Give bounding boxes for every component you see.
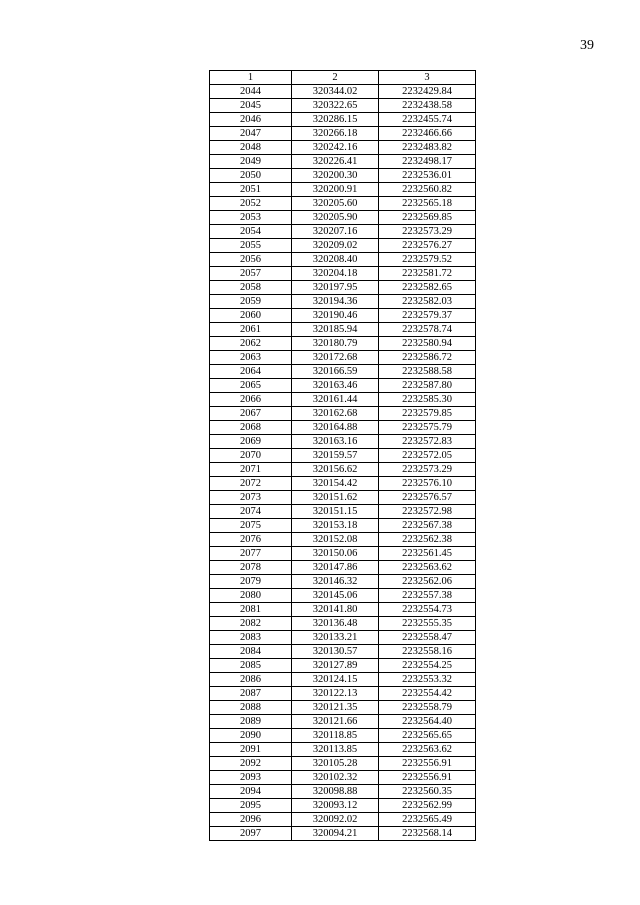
point-number-cell: 2063 [210, 351, 292, 365]
x-coordinate-cell: 320092.02 [292, 813, 379, 827]
y-coordinate-cell: 2232563.62 [379, 561, 476, 575]
table-header [210, 71, 476, 85]
point-number-cell: 2055 [210, 239, 292, 253]
x-coordinate-cell: 320151.62 [292, 491, 379, 505]
x-coordinate-cell: 320151.15 [292, 505, 379, 519]
y-coordinate-cell: 2232455.74 [379, 113, 476, 127]
x-coordinate-cell: 320200.30 [292, 169, 379, 183]
column-header-1: 1 [210, 71, 292, 85]
y-coordinate-cell: 2232558.79 [379, 701, 476, 715]
point-number-cell: 2084 [210, 645, 292, 659]
y-coordinate-cell: 2232554.25 [379, 659, 476, 673]
point-number-cell: 2067 [210, 407, 292, 421]
point-number-cell: 2060 [210, 309, 292, 323]
point-number-cell: 2092 [210, 757, 292, 771]
y-coordinate-cell: 2232585.30 [379, 393, 476, 407]
point-number-cell: 2070 [210, 449, 292, 463]
table-row [210, 631, 476, 645]
y-coordinate-cell: 2232565.65 [379, 729, 476, 743]
x-coordinate-cell: 320105.28 [292, 757, 379, 771]
x-coordinate-cell: 320124.15 [292, 673, 379, 687]
y-coordinate-cell: 2232560.82 [379, 183, 476, 197]
y-coordinate-cell: 2232555.35 [379, 617, 476, 631]
x-coordinate-cell: 320344.02 [292, 85, 379, 99]
table-row [210, 547, 476, 561]
point-number-cell: 2064 [210, 365, 292, 379]
x-coordinate-cell: 320152.08 [292, 533, 379, 547]
x-coordinate-cell: 320194.36 [292, 295, 379, 309]
table-body [210, 85, 476, 841]
y-coordinate-cell: 2232573.29 [379, 225, 476, 239]
point-number-cell: 2044 [210, 85, 292, 99]
table-row [210, 449, 476, 463]
table-row [210, 813, 476, 827]
y-coordinate-cell: 2232558.47 [379, 631, 476, 645]
x-coordinate-cell: 320150.06 [292, 547, 379, 561]
point-number-cell: 2065 [210, 379, 292, 393]
y-coordinate-cell: 2232564.40 [379, 715, 476, 729]
point-number-cell: 2075 [210, 519, 292, 533]
x-coordinate-cell: 320145.06 [292, 589, 379, 603]
y-coordinate-cell: 2232578.74 [379, 323, 476, 337]
point-number-cell: 2083 [210, 631, 292, 645]
header-row [210, 71, 476, 85]
x-coordinate-cell: 320156.62 [292, 463, 379, 477]
point-number-cell: 2053 [210, 211, 292, 225]
y-coordinate-cell: 2232561.45 [379, 547, 476, 561]
x-coordinate-cell: 320172.68 [292, 351, 379, 365]
y-coordinate-cell: 2232553.32 [379, 673, 476, 687]
table-row [210, 519, 476, 533]
column-header-3: 3 [379, 71, 476, 85]
y-coordinate-cell: 2232572.98 [379, 505, 476, 519]
x-coordinate-cell: 320154.42 [292, 477, 379, 491]
point-number-cell: 2076 [210, 533, 292, 547]
table-row [210, 99, 476, 113]
x-coordinate-cell: 320093.12 [292, 799, 379, 813]
point-number-cell: 2054 [210, 225, 292, 239]
point-number-cell: 2074 [210, 505, 292, 519]
point-number-cell: 2047 [210, 127, 292, 141]
table-row [210, 393, 476, 407]
table-row [210, 799, 476, 813]
y-coordinate-cell: 2232563.62 [379, 743, 476, 757]
point-number-cell: 2045 [210, 99, 292, 113]
point-number-cell: 2056 [210, 253, 292, 267]
x-coordinate-cell: 320322.65 [292, 99, 379, 113]
point-number-cell: 2072 [210, 477, 292, 491]
table-row [210, 645, 476, 659]
table-row [210, 743, 476, 757]
x-coordinate-cell: 320205.90 [292, 211, 379, 225]
y-coordinate-cell: 2232483.82 [379, 141, 476, 155]
table-row [210, 267, 476, 281]
point-number-cell: 2062 [210, 337, 292, 351]
table-row [210, 771, 476, 785]
y-coordinate-cell: 2232576.10 [379, 477, 476, 491]
point-number-cell: 2088 [210, 701, 292, 715]
table-row [210, 603, 476, 617]
y-coordinate-cell: 2232569.85 [379, 211, 476, 225]
y-coordinate-cell: 2232556.91 [379, 757, 476, 771]
x-coordinate-cell: 320207.16 [292, 225, 379, 239]
x-coordinate-cell: 320102.32 [292, 771, 379, 785]
table-row [210, 505, 476, 519]
y-coordinate-cell: 2232587.80 [379, 379, 476, 393]
y-coordinate-cell: 2232579.52 [379, 253, 476, 267]
x-coordinate-cell: 320166.59 [292, 365, 379, 379]
x-coordinate-cell: 320205.60 [292, 197, 379, 211]
point-number-cell: 2066 [210, 393, 292, 407]
y-coordinate-cell: 2232429.84 [379, 85, 476, 99]
x-coordinate-cell: 320146.32 [292, 575, 379, 589]
x-coordinate-cell: 320180.79 [292, 337, 379, 351]
x-coordinate-cell: 320242.16 [292, 141, 379, 155]
column-header-2: 2 [292, 71, 379, 85]
table-row [210, 183, 476, 197]
table-row [210, 85, 476, 99]
x-coordinate-cell: 320161.44 [292, 393, 379, 407]
y-coordinate-cell: 2232438.58 [379, 99, 476, 113]
table-row [210, 197, 476, 211]
y-coordinate-cell: 2232580.94 [379, 337, 476, 351]
y-coordinate-cell: 2232554.73 [379, 603, 476, 617]
table-row [210, 757, 476, 771]
table-row [210, 365, 476, 379]
x-coordinate-cell: 320153.18 [292, 519, 379, 533]
y-coordinate-cell: 2232582.03 [379, 295, 476, 309]
x-coordinate-cell: 320159.57 [292, 449, 379, 463]
point-number-cell: 2090 [210, 729, 292, 743]
table-row [210, 323, 476, 337]
table-row [210, 575, 476, 589]
y-coordinate-cell: 2232565.18 [379, 197, 476, 211]
x-coordinate-cell: 320136.48 [292, 617, 379, 631]
point-number-cell: 2095 [210, 799, 292, 813]
x-coordinate-cell: 320226.41 [292, 155, 379, 169]
y-coordinate-cell: 2232560.35 [379, 785, 476, 799]
y-coordinate-cell: 2232536.01 [379, 169, 476, 183]
x-coordinate-cell: 320286.15 [292, 113, 379, 127]
y-coordinate-cell: 2232498.17 [379, 155, 476, 169]
table-row [210, 729, 476, 743]
x-coordinate-cell: 320118.85 [292, 729, 379, 743]
table-row [210, 785, 476, 799]
table-row [210, 141, 476, 155]
y-coordinate-cell: 2232586.72 [379, 351, 476, 365]
table-row [210, 491, 476, 505]
table-row [210, 463, 476, 477]
y-coordinate-cell: 2232554.42 [379, 687, 476, 701]
table-row [210, 337, 476, 351]
table-row [210, 715, 476, 729]
x-coordinate-cell: 320190.46 [292, 309, 379, 323]
y-coordinate-cell: 2232466.66 [379, 127, 476, 141]
point-number-cell: 2059 [210, 295, 292, 309]
table-row [210, 253, 476, 267]
table-row [210, 701, 476, 715]
table-row [210, 687, 476, 701]
y-coordinate-cell: 2232568.14 [379, 827, 476, 841]
table-row [210, 211, 476, 225]
table-row [210, 379, 476, 393]
x-coordinate-cell: 320208.40 [292, 253, 379, 267]
x-coordinate-cell: 320200.91 [292, 183, 379, 197]
x-coordinate-cell: 320098.88 [292, 785, 379, 799]
point-number-cell: 2050 [210, 169, 292, 183]
point-number-cell: 2089 [210, 715, 292, 729]
table-row [210, 239, 476, 253]
point-number-cell: 2057 [210, 267, 292, 281]
x-coordinate-cell: 320141.80 [292, 603, 379, 617]
y-coordinate-cell: 2232576.57 [379, 491, 476, 505]
x-coordinate-cell: 320121.66 [292, 715, 379, 729]
x-coordinate-cell: 320094.21 [292, 827, 379, 841]
y-coordinate-cell: 2232572.05 [379, 449, 476, 463]
table-row [210, 561, 476, 575]
point-number-cell: 2085 [210, 659, 292, 673]
table-row [210, 113, 476, 127]
point-number-cell: 2073 [210, 491, 292, 505]
x-coordinate-cell: 320185.94 [292, 323, 379, 337]
point-number-cell: 2093 [210, 771, 292, 785]
x-coordinate-cell: 320163.16 [292, 435, 379, 449]
point-number-cell: 2068 [210, 421, 292, 435]
y-coordinate-cell: 2232576.27 [379, 239, 476, 253]
point-number-cell: 2048 [210, 141, 292, 155]
point-number-cell: 2069 [210, 435, 292, 449]
y-coordinate-cell: 2232562.38 [379, 533, 476, 547]
point-number-cell: 2051 [210, 183, 292, 197]
table-row [210, 827, 476, 841]
point-number-cell: 2081 [210, 603, 292, 617]
table-row [210, 477, 476, 491]
y-coordinate-cell: 2232575.79 [379, 421, 476, 435]
table-row [210, 407, 476, 421]
x-coordinate-cell: 320204.18 [292, 267, 379, 281]
table-row [210, 659, 476, 673]
point-number-cell: 2052 [210, 197, 292, 211]
table-row [210, 421, 476, 435]
table-row [210, 127, 476, 141]
point-number-cell: 2046 [210, 113, 292, 127]
table-row [210, 589, 476, 603]
table-row [210, 351, 476, 365]
x-coordinate-cell: 320164.88 [292, 421, 379, 435]
table-row [210, 309, 476, 323]
point-number-cell: 2094 [210, 785, 292, 799]
y-coordinate-cell: 2232556.91 [379, 771, 476, 785]
point-number-cell: 2086 [210, 673, 292, 687]
y-coordinate-cell: 2232581.72 [379, 267, 476, 281]
point-number-cell: 2080 [210, 589, 292, 603]
y-coordinate-cell: 2232573.29 [379, 463, 476, 477]
table-row [210, 435, 476, 449]
y-coordinate-cell: 2232582.65 [379, 281, 476, 295]
point-number-cell: 2079 [210, 575, 292, 589]
point-number-cell: 2058 [210, 281, 292, 295]
y-coordinate-cell: 2232567.38 [379, 519, 476, 533]
point-number-cell: 2097 [210, 827, 292, 841]
table-row [210, 281, 476, 295]
x-coordinate-cell: 320121.35 [292, 701, 379, 715]
x-coordinate-cell: 320197.95 [292, 281, 379, 295]
point-number-cell: 2049 [210, 155, 292, 169]
table-row [210, 295, 476, 309]
table-row [210, 155, 476, 169]
table-row [210, 533, 476, 547]
x-coordinate-cell: 320266.18 [292, 127, 379, 141]
x-coordinate-cell: 320163.46 [292, 379, 379, 393]
y-coordinate-cell: 2232562.99 [379, 799, 476, 813]
point-number-cell: 2096 [210, 813, 292, 827]
y-coordinate-cell: 2232562.06 [379, 575, 476, 589]
y-coordinate-cell: 2232565.49 [379, 813, 476, 827]
x-coordinate-cell: 320130.57 [292, 645, 379, 659]
point-number-cell: 2078 [210, 561, 292, 575]
x-coordinate-cell: 320162.68 [292, 407, 379, 421]
y-coordinate-cell: 2232557.38 [379, 589, 476, 603]
y-coordinate-cell: 2232579.37 [379, 309, 476, 323]
y-coordinate-cell: 2232588.58 [379, 365, 476, 379]
x-coordinate-cell: 320209.02 [292, 239, 379, 253]
x-coordinate-cell: 320127.89 [292, 659, 379, 673]
point-number-cell: 2091 [210, 743, 292, 757]
page-number: 39 [580, 38, 594, 53]
y-coordinate-cell: 2232579.85 [379, 407, 476, 421]
point-number-cell: 2087 [210, 687, 292, 701]
table-row [210, 225, 476, 239]
x-coordinate-cell: 320113.85 [292, 743, 379, 757]
point-number-cell: 2061 [210, 323, 292, 337]
point-number-cell: 2082 [210, 617, 292, 631]
table-row [210, 617, 476, 631]
y-coordinate-cell: 2232558.16 [379, 645, 476, 659]
coordinates-table [209, 70, 476, 841]
x-coordinate-cell: 320122.13 [292, 687, 379, 701]
table-row [210, 169, 476, 183]
x-coordinate-cell: 320133.21 [292, 631, 379, 645]
point-number-cell: 2077 [210, 547, 292, 561]
table-row [210, 673, 476, 687]
point-number-cell: 2071 [210, 463, 292, 477]
x-coordinate-cell: 320147.86 [292, 561, 379, 575]
y-coordinate-cell: 2232572.83 [379, 435, 476, 449]
